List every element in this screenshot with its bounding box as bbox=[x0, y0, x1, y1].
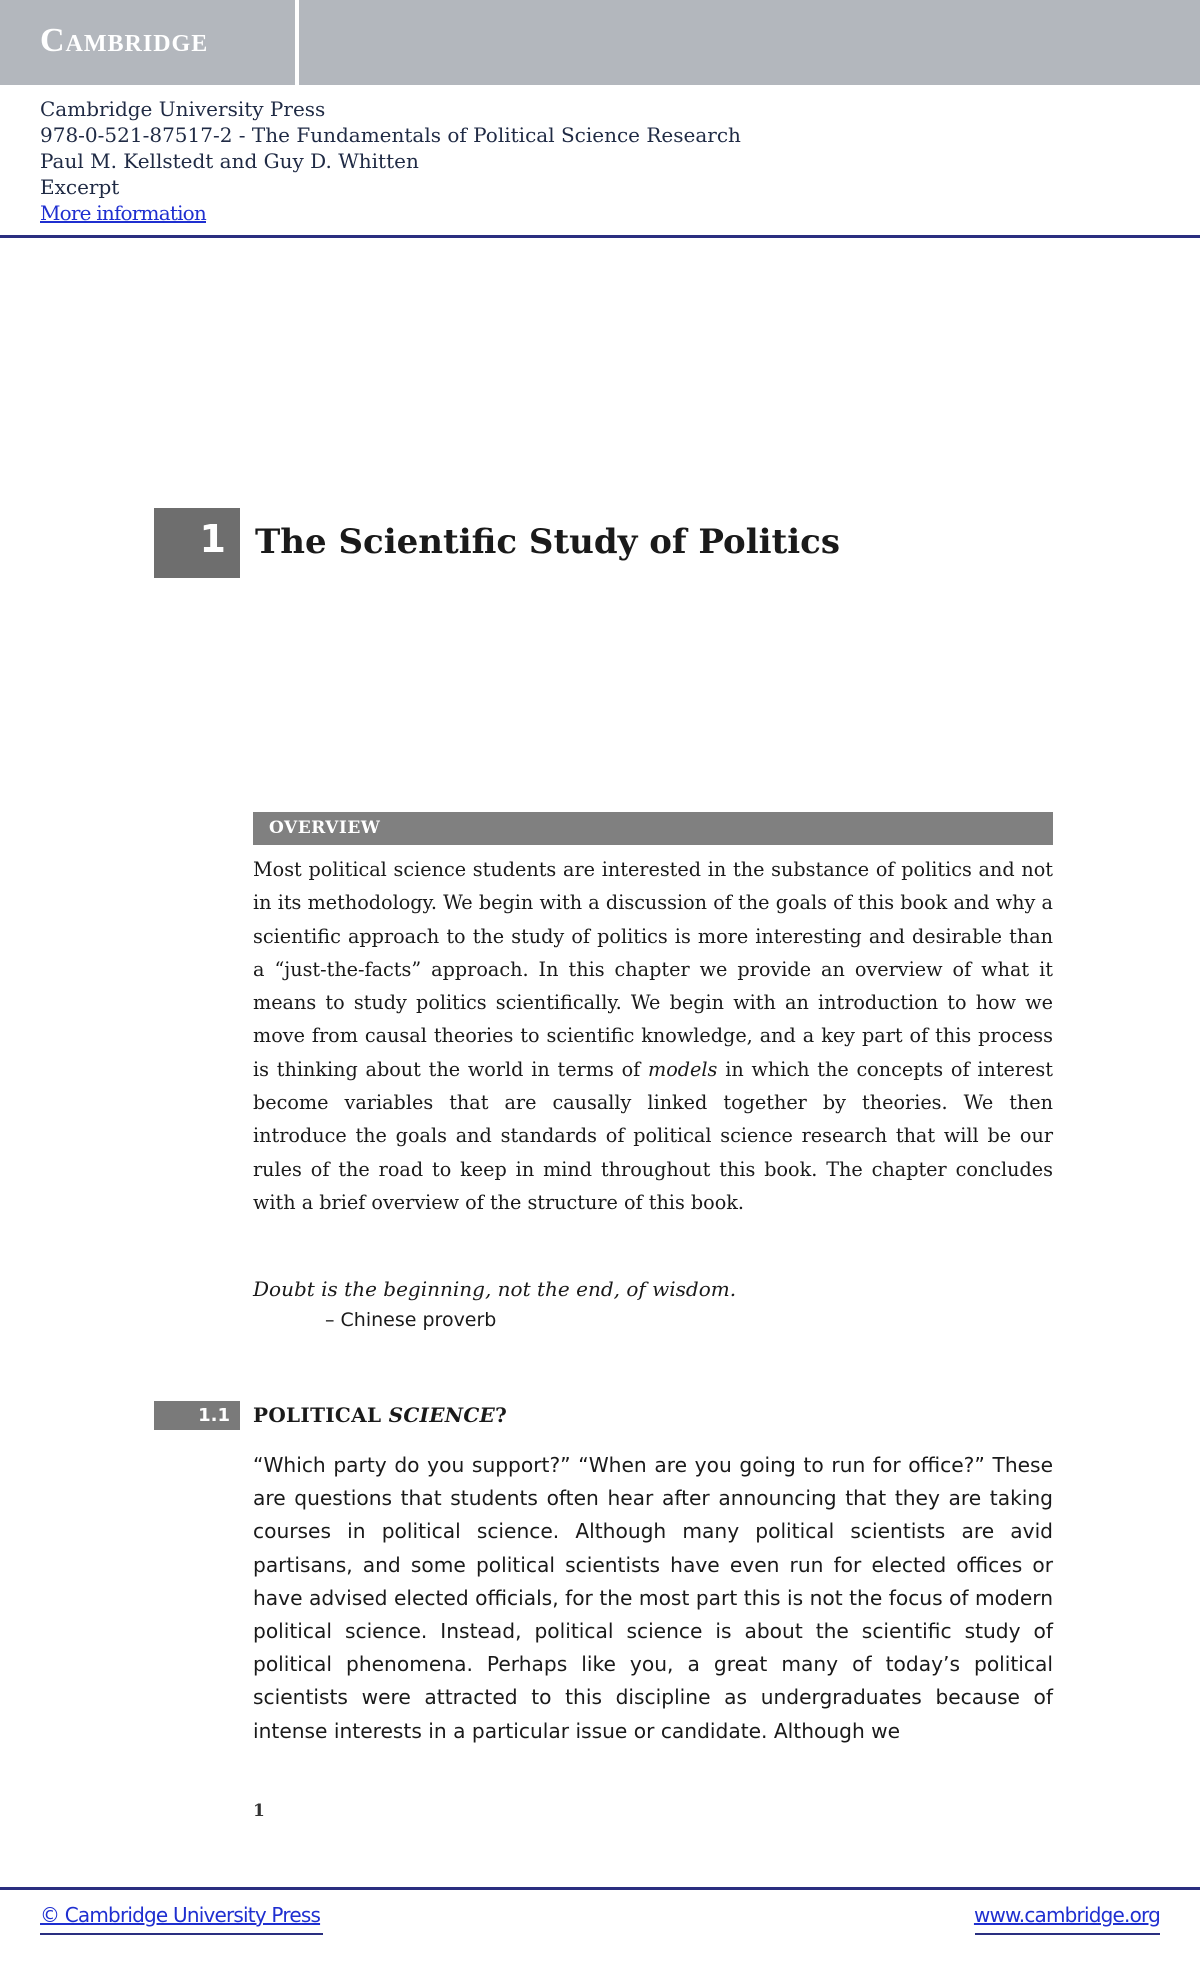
overview-paragraph bbox=[253, 853, 1053, 1219]
excerpt-label: Excerpt bbox=[40, 175, 120, 199]
footer-rule bbox=[0, 1887, 1200, 1890]
more-information-link[interactable]: More information bbox=[40, 201, 206, 225]
epigraph-source: – Chinese proverb bbox=[325, 1309, 497, 1331]
section-title bbox=[253, 1403, 507, 1427]
section-number: 1.1 bbox=[198, 1405, 230, 1426]
website-link[interactable]: www.cambridge.org bbox=[973, 1903, 1160, 1927]
section-title-italic: SCIENCE bbox=[388, 1403, 496, 1427]
overview-header-bar bbox=[253, 812, 1053, 845]
copyright-underline bbox=[40, 1933, 323, 1935]
publisher-name: Cambridge University Press bbox=[40, 97, 326, 121]
header-rule bbox=[0, 235, 1200, 238]
book-authors: Paul M. Kellstedt and Guy D. Whitten bbox=[40, 149, 419, 173]
publication-info bbox=[40, 96, 741, 226]
overview-text-start: Most political science students are interested in the substance of politics and not in its methodology. We begin with a discussion of the goals of this book and why a scientific approach to the study of politics is more interesting and desirable than a “just-the-facts” approach. In this chapter we provide an overview of what it means to study politics scientifically. We begin with an introduction to how we move from causal theories to scientific knowledge, and a key part of this process is thinking about the world in terms of bbox=[253, 858, 1053, 1081]
overview-label: OVERVIEW bbox=[269, 818, 381, 838]
section-title-suffix: ? bbox=[495, 1403, 508, 1427]
chapter-number-box bbox=[154, 508, 240, 578]
section-title-prefix: POLITICAL bbox=[253, 1403, 389, 1427]
chapter-number: 1 bbox=[199, 517, 226, 561]
chapter-title: The Scientific Study of Politics bbox=[255, 522, 841, 562]
overview-text-end: in which the concepts of interest become variables that are causally linked together by theories. We then introduce the goals and standards of political science research that will be our rules of the road to keep in mind throughout this book. The chapter concludes with a brief overview of the structure of this book. bbox=[253, 1057, 1053, 1214]
overview-italic-term: models bbox=[648, 1057, 718, 1081]
epigraph-quote: Doubt is the beginning, not the end, of wisdom. bbox=[253, 1277, 737, 1301]
cambridge-logo: Cambridge bbox=[40, 22, 209, 59]
section-number-box bbox=[154, 1401, 240, 1430]
section-body-paragraph: “Which party do you support?” “When are you going to run for office?” These are questions that students often hear after announcing that they are taking courses in political science. Although many political scientists are avid partisans, and some political scientists have even run for elected offices or have advised elected officials, for the most part this is not the focus of modern political science. Instead, political science is about the scientific study of political phenomena. Perhaps like you, a great many of today’s political scientists were attracted to this discipline as undergraduates because of intense interests in a particular issue or candidate. Although we bbox=[253, 1453, 1053, 1743]
copyright-link[interactable]: © Cambridge University Press bbox=[40, 1903, 321, 1927]
page-number: 1 bbox=[253, 1801, 265, 1821]
book-identifier: 978-0-521-87517-2 - The Fundamentals of Political Science Research bbox=[40, 123, 741, 147]
header-divider bbox=[295, 0, 299, 85]
website-underline bbox=[975, 1933, 1160, 1935]
header-band bbox=[0, 0, 1200, 85]
